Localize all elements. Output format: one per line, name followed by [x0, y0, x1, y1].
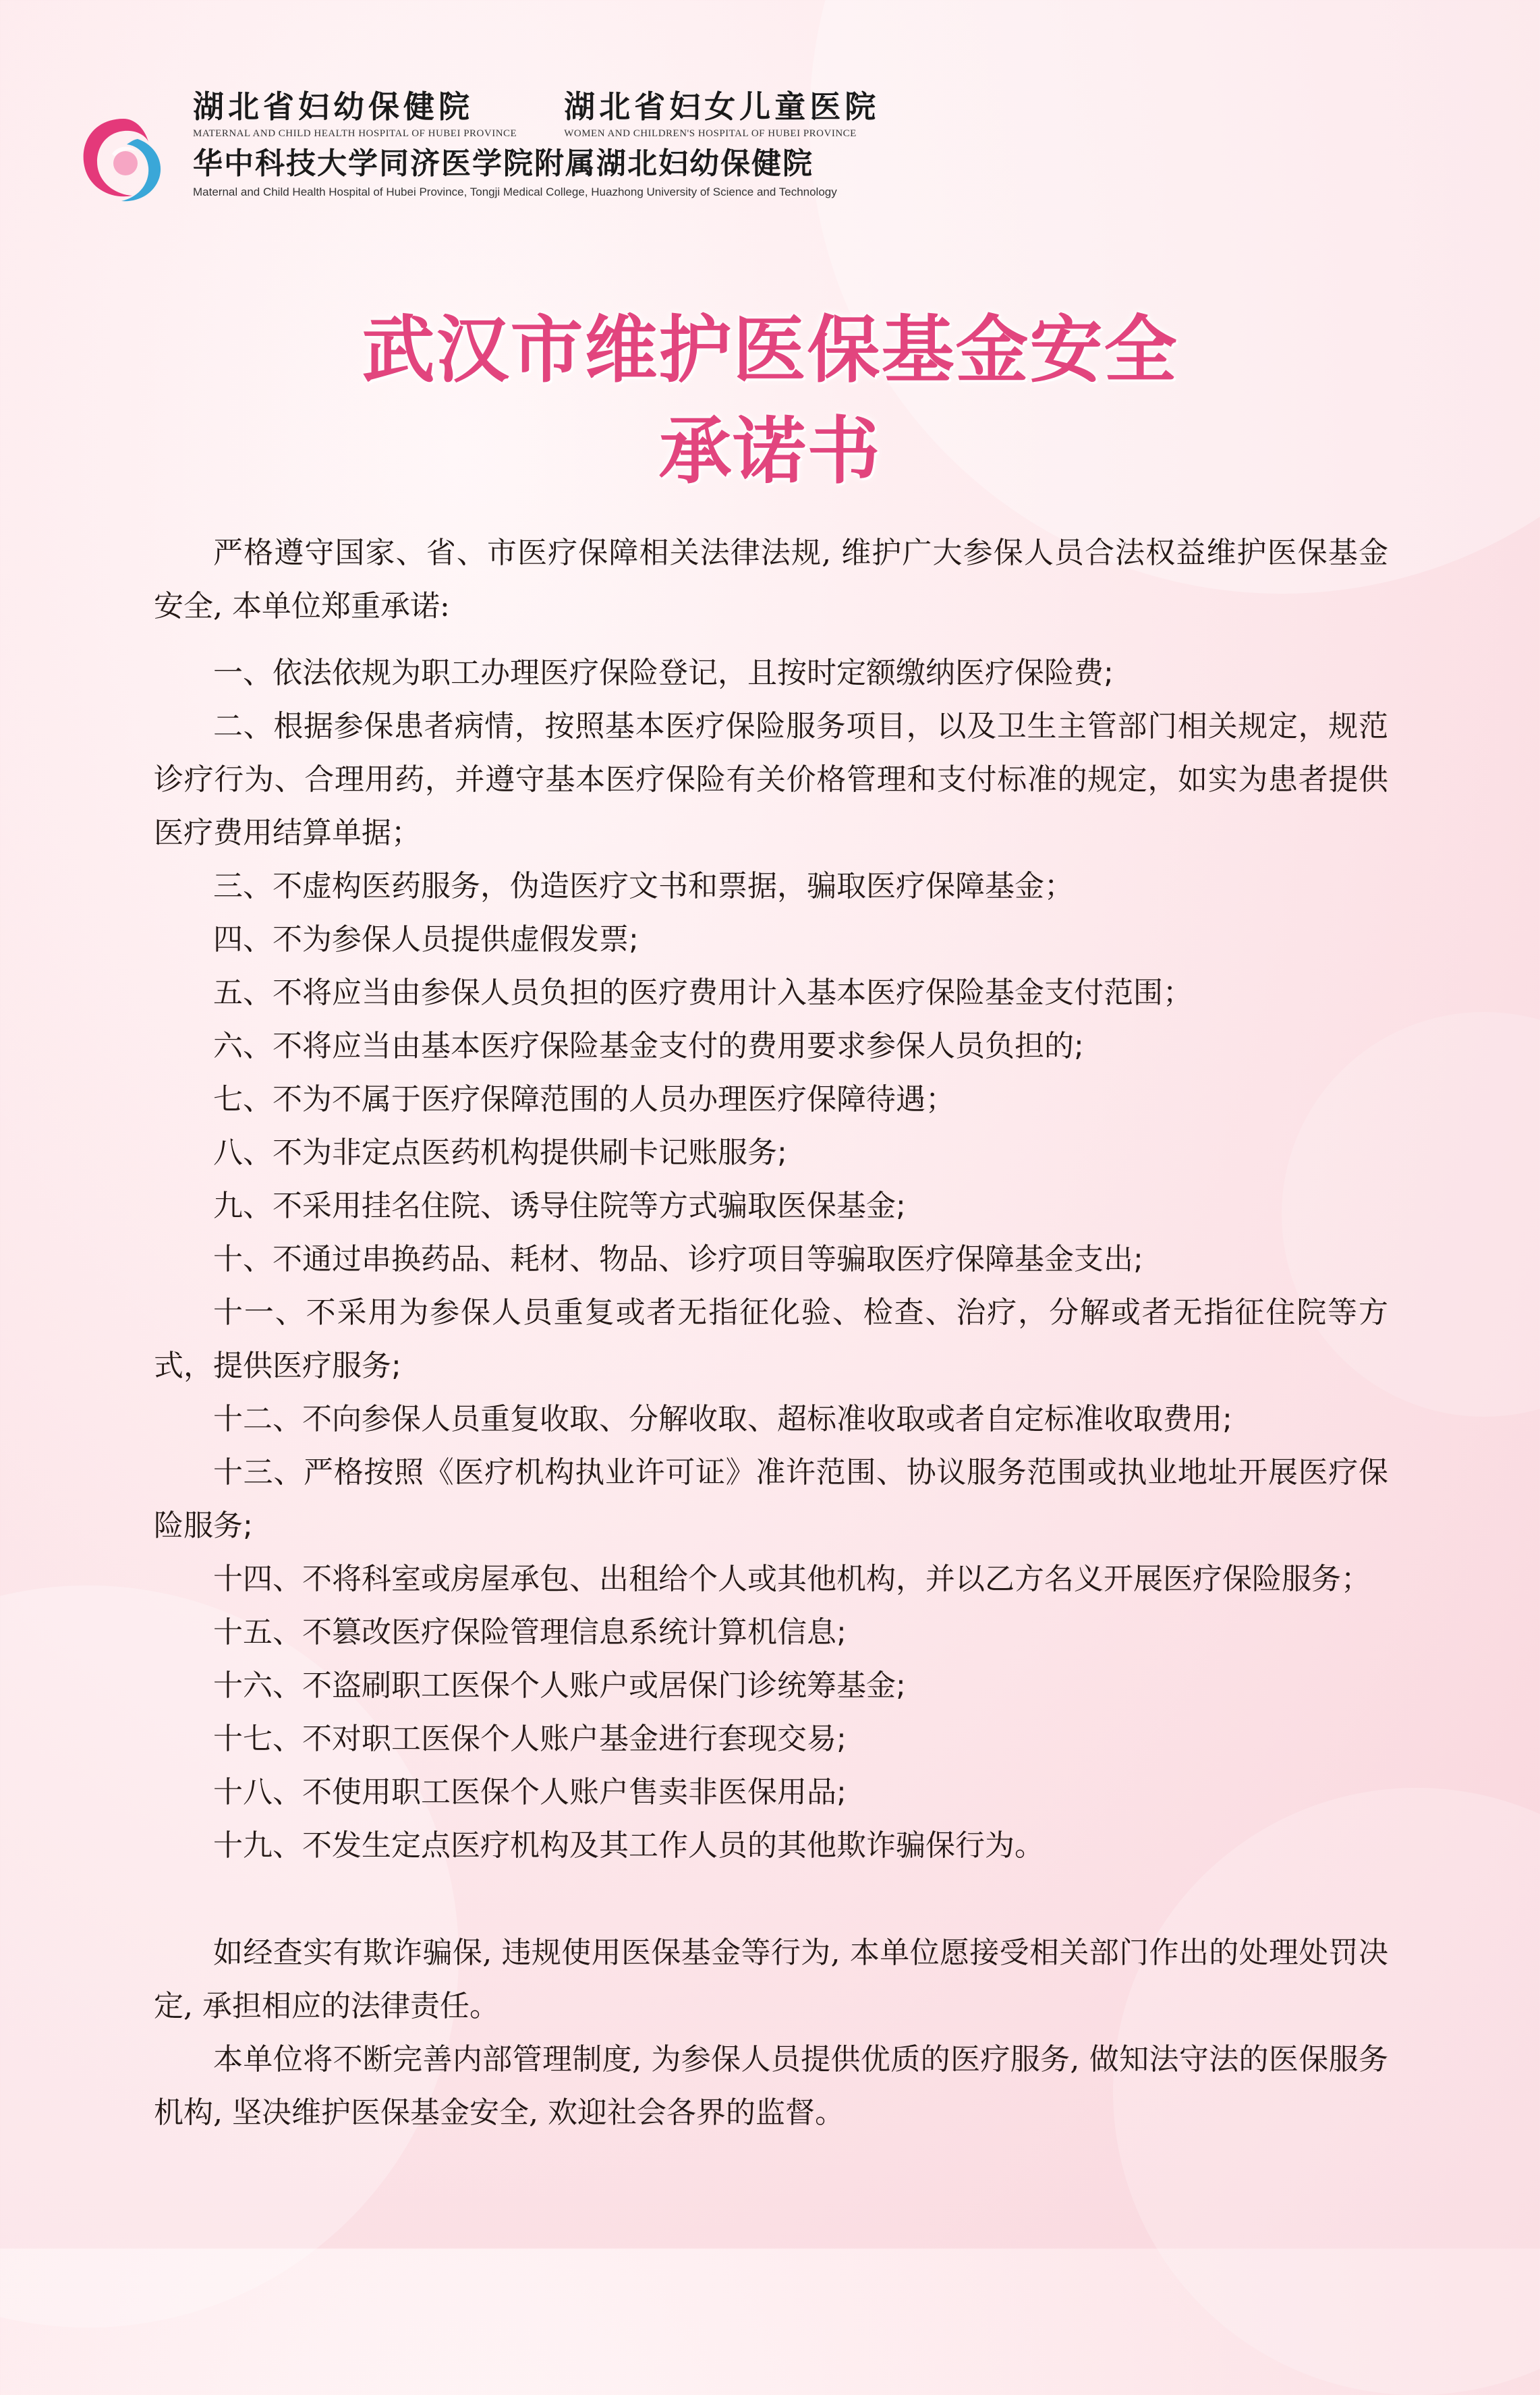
hospital-name-1: 湖北省妇幼保健院	[193, 88, 474, 125]
commitment-item: 六、不将应当由基本医疗保险基金支付的费用要求参保人员负担的;	[213, 1029, 1084, 1063]
commitment-item: 二、根据参保患者病情，按照基本医疗保险服务项目，以及卫生主管部门相关规定，规范诊疗行为、合理用药，并遵守基本医疗保险有关价格管理和支付标准的规定，如实为患者提供医疗费用结算单据；	[154, 709, 1388, 850]
commitment-list	[154, 646, 1388, 1872]
commitment-item: 十八、不使用职工医保个人账户售卖非医保用品;	[213, 1775, 847, 1809]
commitment-item: 十一、不采用为参保人员重复或者无指征化验、检查、治疗，分解或者无指征住院等方式，提供医疗服务;	[154, 1295, 1388, 1383]
closing-section	[154, 1926, 1388, 2139]
university-affiliation: 华中科技大学同济医学院附属湖北妇幼保健院	[193, 146, 814, 181]
document-title-line-1: 武汉市维护医保基金安全	[362, 308, 1178, 393]
commitment-item: 十四、不将科室或房屋承包、出租给个人或其他机构，并以乙方名义开展医疗保险服务；	[213, 1562, 1371, 1596]
header-text	[193, 86, 948, 200]
commitment-item: 五、不将应当由参保人员负担的医疗费用计入基本医疗保险基金支付范围；	[213, 976, 1193, 1010]
hospital-name-2-en: WOMEN AND CHILDREN'S HOSPITAL OF HUBEI PROVINCE	[564, 128, 857, 139]
commitment-item: 十、不通过串换药品、耗材、物品、诊疗项目等骗取医疗保障基金支出;	[213, 1242, 1143, 1276]
commitment-item: 一、依法依规为职工办理医疗保险登记，且按时定额缴纳医疗保险费;	[213, 656, 1114, 690]
university-affiliation-en: Maternal and Child Health Hospital of Hubei Province, Tongji Medical College, Huazhong University of Science and Technology	[193, 186, 837, 198]
commitment-item: 十六、不盗刷职工医保个人账户或居保门诊统筹基金;	[213, 1668, 906, 1703]
document-body	[154, 526, 1388, 2139]
commitment-item: 八、不为非定点医药机构提供刷卡记账服务;	[213, 1135, 787, 1170]
hospital-name-1-en: MATERNAL AND CHILD HEALTH HOSPITAL OF HUBEI PROVINCE	[193, 128, 517, 139]
commitment-item: 四、不为参保人员提供虚假发票;	[213, 922, 639, 957]
closing-paragraph-2: 本单位将不断完善内部管理制度, 为参保人员提供优质的医疗服务, 做知法守法的医保服务机构, 坚决维护医保基金安全, 欢迎社会各界的监督。	[154, 2042, 1388, 2130]
document-title-line-2: 承诺书	[658, 410, 882, 494]
hospital-header	[73, 86, 950, 221]
hospital-swirl-logo-icon	[73, 107, 174, 208]
commitment-item: 十七、不对职工医保个人账户基金进行套现交易;	[213, 1722, 847, 1756]
commitment-item: 九、不采用挂名住院、诱导住院等方式骗取医保基金;	[213, 1189, 906, 1223]
closing-paragraph-1: 如经查实有欺诈骗保, 违规使用医保基金等行为, 本单位愿接受相关部门作出的处理处罚决定, 承担相应的法律责任。	[154, 1936, 1388, 2023]
intro-paragraph: 严格遵守国家、省、市医疗保障相关法律法规, 维护广大参保人员合法权益维护医保基金安全, 本单位郑重承诺:	[154, 536, 1388, 623]
hospital-name-2: 湖北省妇女儿童医院	[564, 88, 880, 125]
commitment-item: 十九、不发生定点医疗机构及其工作人员的其他欺诈骗保行为。	[213, 1828, 1044, 1863]
commitment-item: 十五、不篡改医疗保险管理信息系统计算机信息;	[213, 1615, 847, 1650]
commitment-item: 七、不为不属于医疗保障范围的人员办理医疗保障待遇；	[213, 1082, 955, 1117]
commitment-item: 十二、不向参保人员重复收取、分解收取、超标准收取或者自定标准收取费用;	[213, 1402, 1232, 1436]
commitment-item: 十三、严格按照《医疗机构执业许可证》准许范围、协议服务范围或执业地址开展医疗保险服务;	[154, 1455, 1388, 1543]
commitment-item: 三、不虚构医药服务，伪造医疗文书和票据，骗取医疗保障基金；	[213, 869, 1074, 903]
